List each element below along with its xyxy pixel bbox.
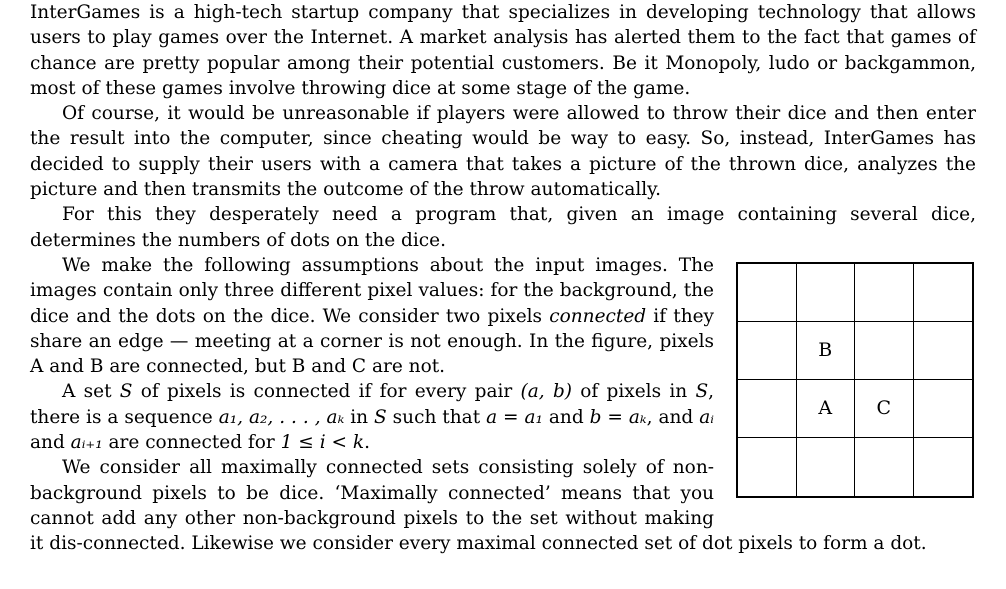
grid-cell-a: A [797, 380, 856, 438]
pixel-grid-figure [734, 262, 976, 502]
grid-cell [797, 264, 856, 322]
paragraph-assumptions: We make the following assumptions about the input images. The images contain only three different pixel values: for the background, the dice and the dots on the dice. We consider two pixels connected if they share an edge — meeting at a corner is not enough. In the figure, pixels A and B are connected, but B and C are not. [30, 254, 715, 378]
paragraph-connected-set: A set S of pixels is connected if for every pair (a, b) of pixels in S, there is a sequence a₁, a₂, . . . , aₖ in S such that a = a₁ and b = aₖ, and aᵢ and aᵢ₊₁ are connected for 1 ≤ i < k. [30, 381, 715, 454]
grid-cell-b: B [797, 322, 856, 380]
grid-cell [738, 322, 797, 380]
problem-statement [30, 0, 976, 557]
figure-wrap-area [30, 253, 976, 557]
grid-cell [738, 380, 797, 438]
term-connected: connected [549, 305, 647, 327]
grid-cell [914, 322, 973, 380]
grid-cell [738, 438, 797, 496]
grid-cell [797, 438, 856, 496]
grid-cell [855, 264, 914, 322]
paragraph-cheating: Of course, it would be unreasonable if players were allowed to throw their dice and then enter the result into the computer, since cheating would be way to easy. So, instead, InterGames has decided to supply their users with a camera that takes a picture of the thrown dice, analyzes the picture and then transmits the outcome of the throw automatically. [30, 103, 976, 201]
paragraph-intro: InterGames is a high-tech startup company that specializes in developing technology that allows users to play games over the Internet. A market analysis has alerted them to the fact that games of chance are pretty popular among their potential customers. Be it Monopoly, ludo or backgammon, most of these games involve throwing dice at some stage of the game. [30, 2, 976, 99]
paragraph-need-program: For this they desperately need a program that, given an image containing several dice, determines the numbers of dots on the dice. [30, 204, 976, 251]
paragraph-dice-definition: We consider all maximally connected sets consisting solely of non-background pixels to be dice. ‘Maximally connected’ means that you cannot add any other non-background pixels to the set without making it dis-connected. Likewise we consider every maximal connected set of dot pixels to form a dot. [30, 457, 927, 555]
grid-cell [738, 264, 797, 322]
grid-cell [855, 322, 914, 380]
grid-cell [914, 438, 973, 496]
grid-cell [914, 380, 973, 438]
pixel-grid [736, 262, 974, 498]
grid-cell [914, 264, 973, 322]
grid-cell [855, 438, 914, 496]
grid-cell-c: C [855, 380, 914, 438]
